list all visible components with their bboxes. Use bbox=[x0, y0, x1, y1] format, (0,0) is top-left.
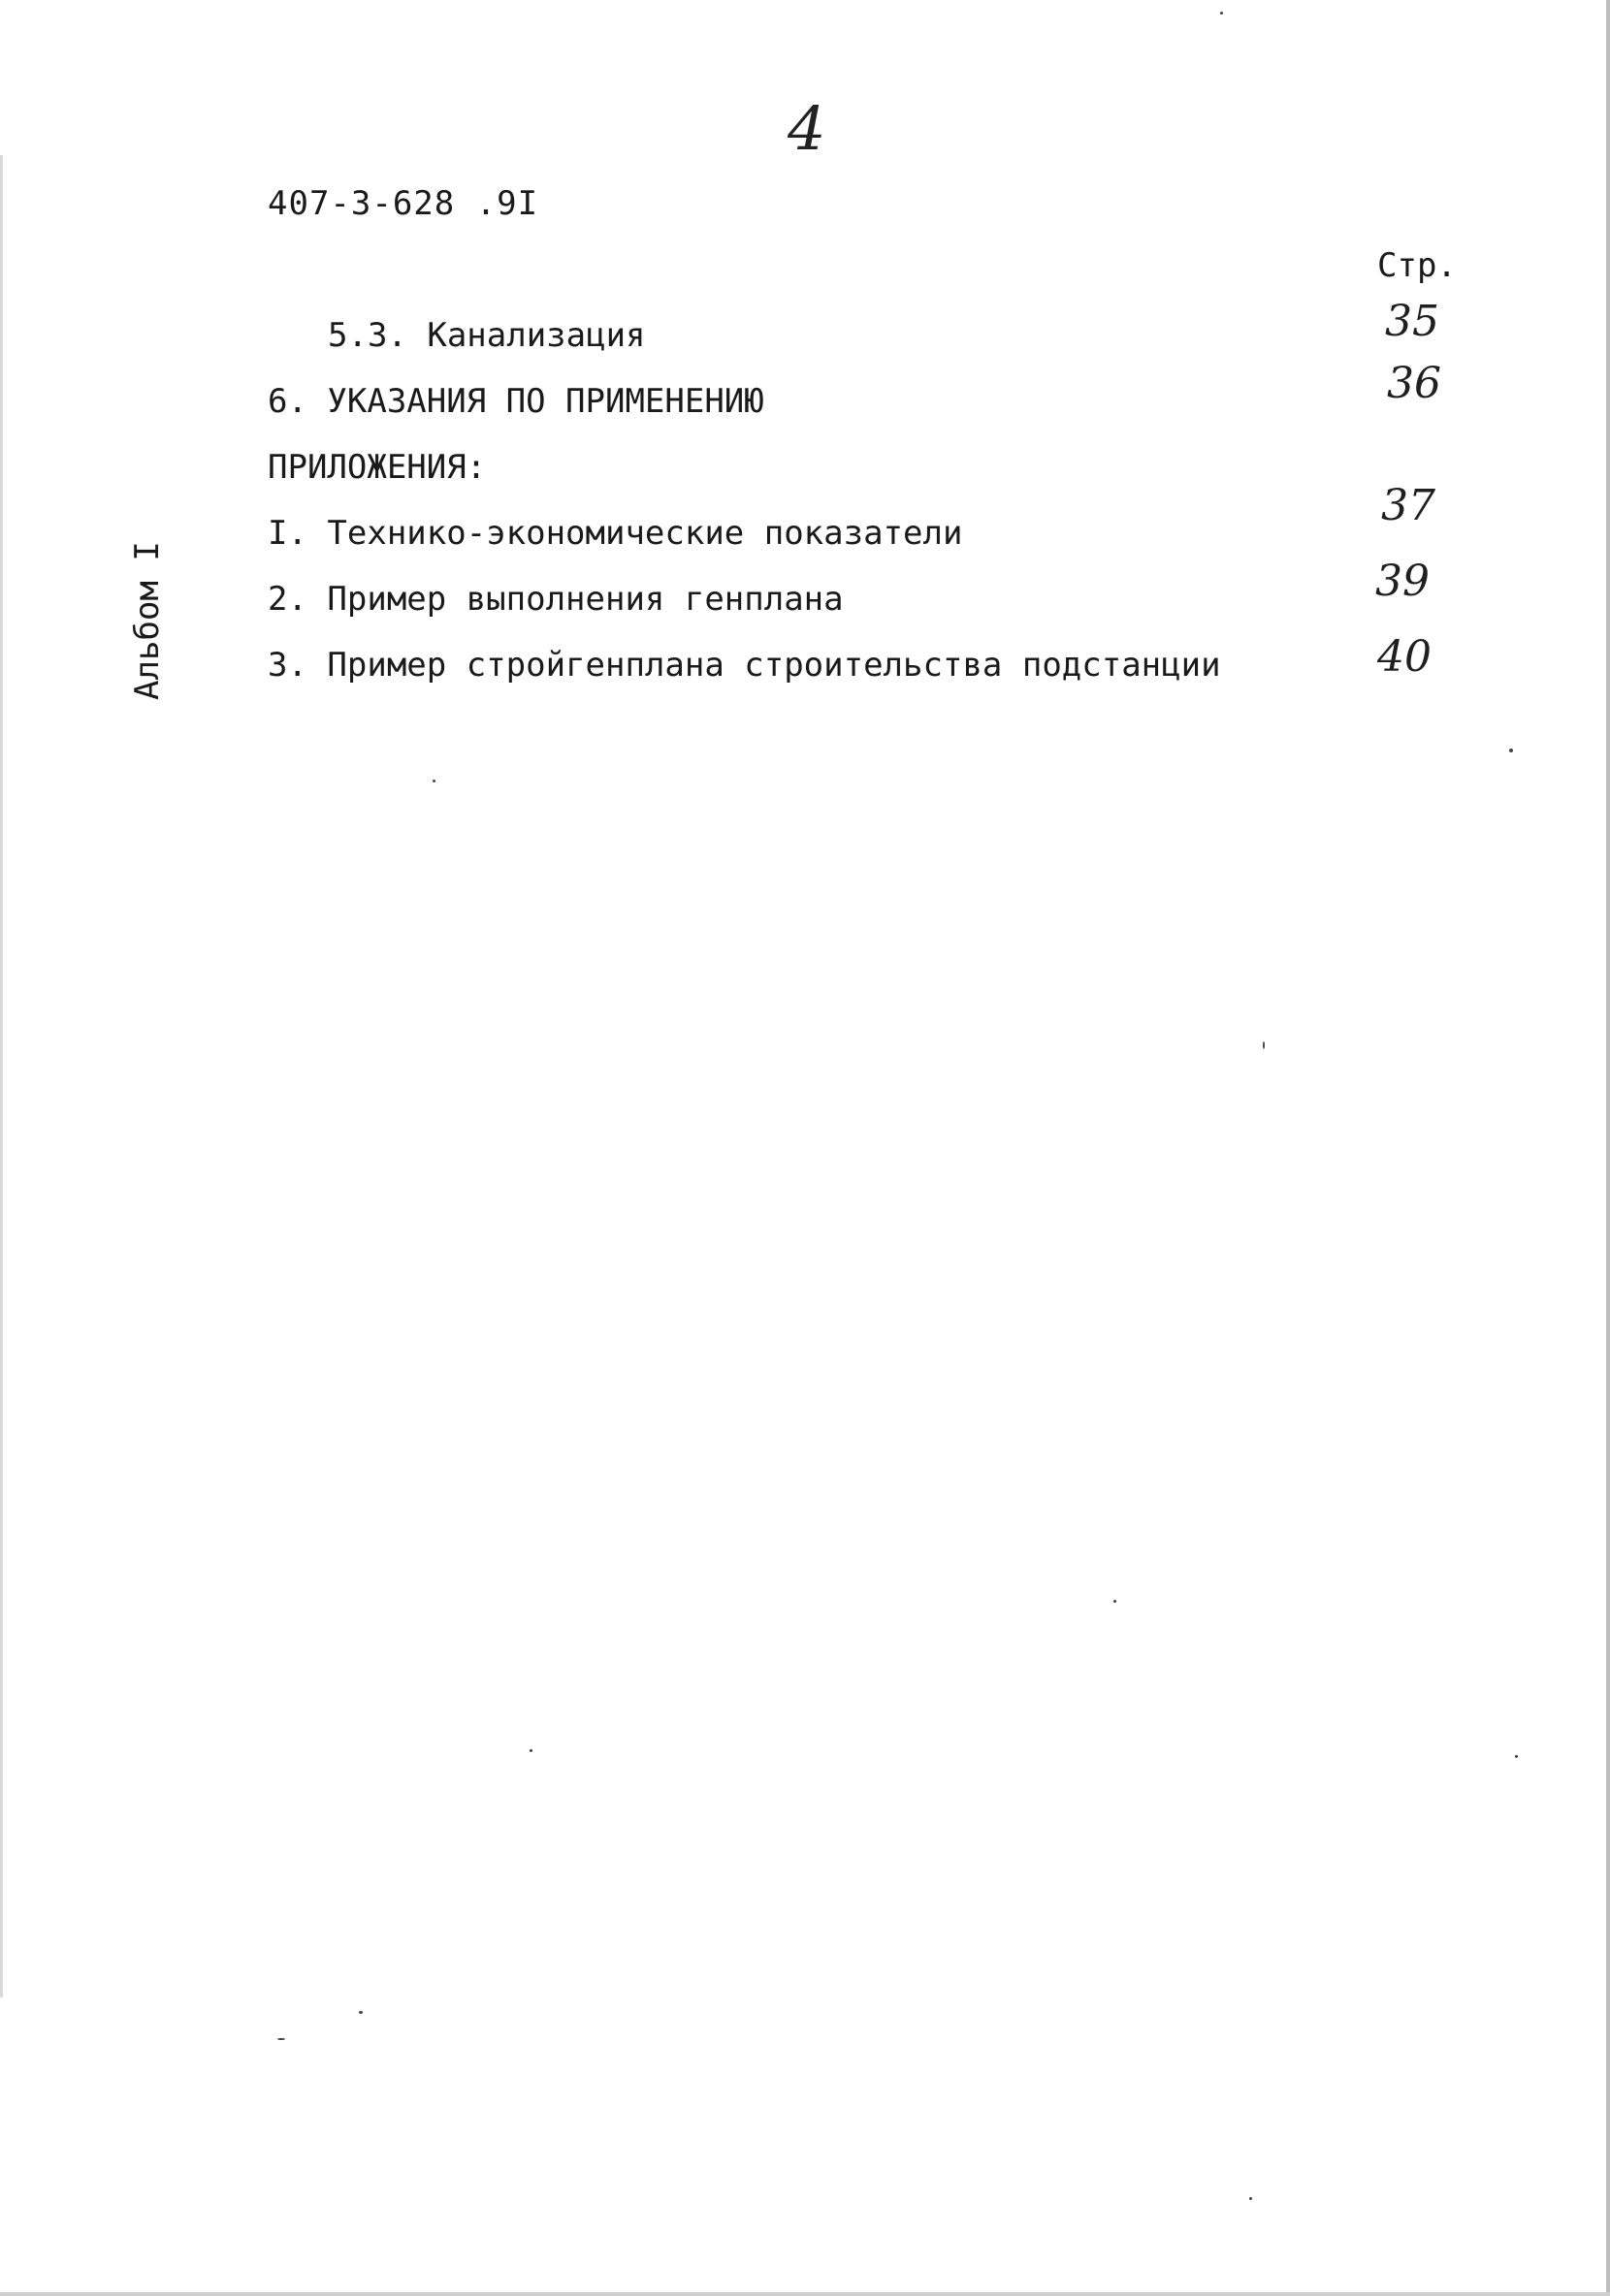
scan-speck bbox=[1263, 1041, 1265, 1049]
scan-speck bbox=[1509, 749, 1513, 752]
toc-entry-page: 37 bbox=[1381, 481, 1435, 530]
scan-speck bbox=[1220, 12, 1223, 15]
toc-entry-page: 35 bbox=[1385, 297, 1439, 346]
scan-speck bbox=[1113, 1600, 1116, 1603]
scan-edge-left bbox=[0, 155, 3, 1997]
scan-edge-right bbox=[1606, 0, 1610, 2296]
toc-entry-page: 39 bbox=[1375, 557, 1430, 606]
scan-edge-bottom bbox=[0, 2292, 1610, 2296]
toc-entry-text: 3. Пример стройгенплана строительства подстанции bbox=[268, 646, 1221, 685]
document-code: 407-3-628 .9I bbox=[268, 184, 539, 223]
toc-entry-text: 6. УКАЗАНИЯ ПО ПРИМЕНЕНИЮ bbox=[268, 382, 764, 421]
scan-speck bbox=[1515, 1755, 1518, 1758]
toc-entry-page: 40 bbox=[1377, 632, 1432, 682]
toc-entry-text: 5.3. Канализация bbox=[328, 316, 646, 355]
scan-speck bbox=[359, 2011, 363, 2014]
toc-entry-text: I. Технико-экономические показатели bbox=[268, 514, 963, 553]
album-side-label: Альбом I bbox=[128, 541, 167, 700]
scan-speck bbox=[433, 780, 435, 782]
toc-entry-page: 36 bbox=[1387, 359, 1441, 408]
scan-speck bbox=[530, 1749, 532, 1752]
handwritten-page-number: 4 bbox=[788, 93, 826, 164]
toc-entry-text: 2. Пример выполнения генплана bbox=[268, 580, 844, 619]
page-column-header: Стр. bbox=[1377, 246, 1457, 285]
toc-section-heading: ПРИЛОЖЕНИЯ: bbox=[268, 448, 487, 487]
scan-speck bbox=[1249, 2197, 1252, 2200]
scan-speck bbox=[277, 2038, 285, 2040]
